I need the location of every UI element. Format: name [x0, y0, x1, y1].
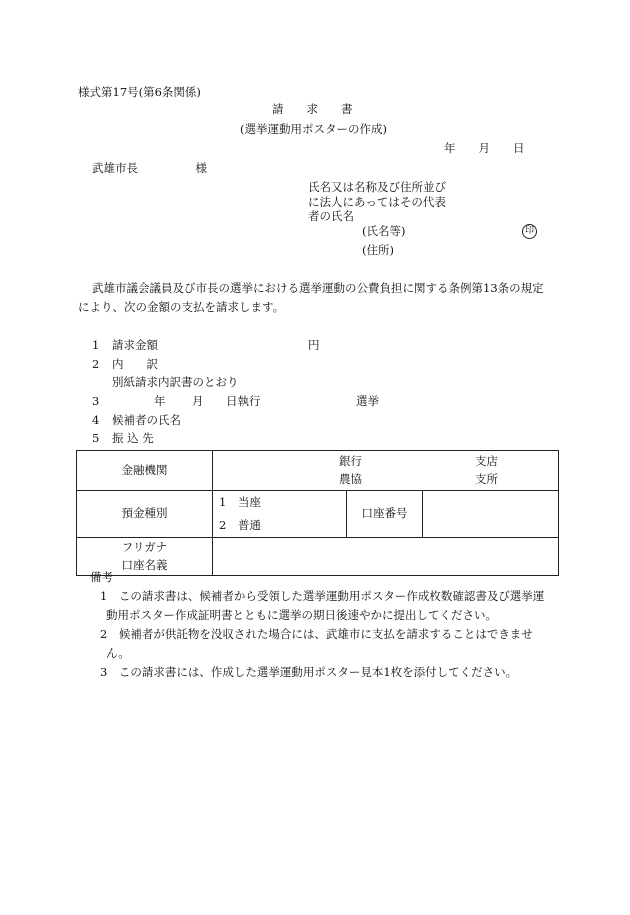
account-number-cell[interactable]: [423, 491, 559, 538]
item-3-year: 年: [154, 394, 166, 408]
body-line-1: 武雄市議会議員及び市長の選挙における選挙運動の公費負担に関する条例第13条の規定: [92, 281, 544, 295]
item-5-label: 振 込 先: [112, 431, 154, 445]
account-name-row: [77, 538, 559, 576]
applicant-label-line-2: に法人にあってはその代表: [308, 195, 446, 209]
form-number: 様式第17号(第6条関係): [78, 85, 201, 99]
note-1-line-1: 1 この請求書は、候補者から受領した選挙運動用ポスター作成枚数確認書及び選挙運: [100, 589, 545, 603]
applicant-label-line-3: 者の氏名: [308, 209, 354, 223]
body-line-2: により、次の金額の支払を請求します。: [78, 300, 285, 314]
office-label: 支所: [475, 471, 499, 486]
institution-label: 金融機関: [77, 451, 213, 491]
deposit-type-label: 預金種別: [77, 491, 213, 538]
institution-row: [77, 451, 559, 491]
bank-label: 銀行: [339, 454, 362, 469]
agri-label: 農協: [339, 471, 362, 486]
item-3-day: 日執行: [226, 394, 261, 408]
seal-mark: 印: [522, 224, 537, 239]
deposit-option-current[interactable]: 1 当座: [219, 495, 261, 509]
note-1-line-2: 動用ポスター作成証明書とともに選挙の期日後速やかに提出してください。: [106, 608, 497, 622]
item-2-number: 2: [92, 357, 100, 371]
item-4-number: 4: [92, 413, 100, 427]
notes-header: 備考: [90, 570, 113, 584]
account-name-label: 口座名義: [121, 557, 168, 572]
addressee: 武雄市長 様: [92, 161, 207, 175]
item-1-label: 請求金額: [112, 338, 158, 352]
account-number-label: 口座番号: [347, 491, 423, 538]
institution-cell[interactable]: [213, 451, 559, 491]
deposit-type-options[interactable]: [213, 491, 347, 538]
account-name-cell[interactable]: [213, 538, 559, 576]
item-2-detail: 別紙請求内訳書のとおり: [112, 375, 239, 389]
note-3: 3 この請求書には、作成した選挙運動用ポスター見本1枚を添付してください。: [100, 665, 518, 679]
item-3-number: 3: [92, 394, 100, 408]
branch-label: 支店: [475, 454, 499, 469]
bank-transfer-table: [76, 450, 559, 576]
date-line: 年 月 日: [444, 141, 525, 155]
note-2-line-1: 2 候補者が供託物を没収された場合には、武雄市に支払を請求することはできませ: [100, 627, 533, 641]
deposit-row: [77, 491, 559, 538]
item-3-suffix: 選挙: [356, 394, 379, 408]
deposit-option-ordinary[interactable]: 2 普通: [219, 518, 261, 532]
item-1-number: 1: [92, 338, 100, 352]
note-2-line-2: ん。: [106, 646, 130, 660]
document-subtitle: (選挙運動用ポスターの作成): [240, 122, 387, 136]
furigana-label: フリガナ: [121, 540, 168, 555]
item-3-month: 月: [192, 394, 204, 408]
applicant-address-label: (住所): [362, 243, 394, 257]
document-title: 請 求 書: [272, 102, 353, 116]
item-1-unit: 円: [308, 338, 320, 352]
applicant-label-line-1: 氏名又は名称及び住所並び: [308, 180, 446, 194]
item-5-number: 5: [92, 431, 100, 445]
item-2-label: 内 訳: [112, 357, 158, 371]
applicant-name-label: (氏名等): [362, 224, 406, 238]
item-4-label: 候補者の氏名: [112, 413, 181, 427]
